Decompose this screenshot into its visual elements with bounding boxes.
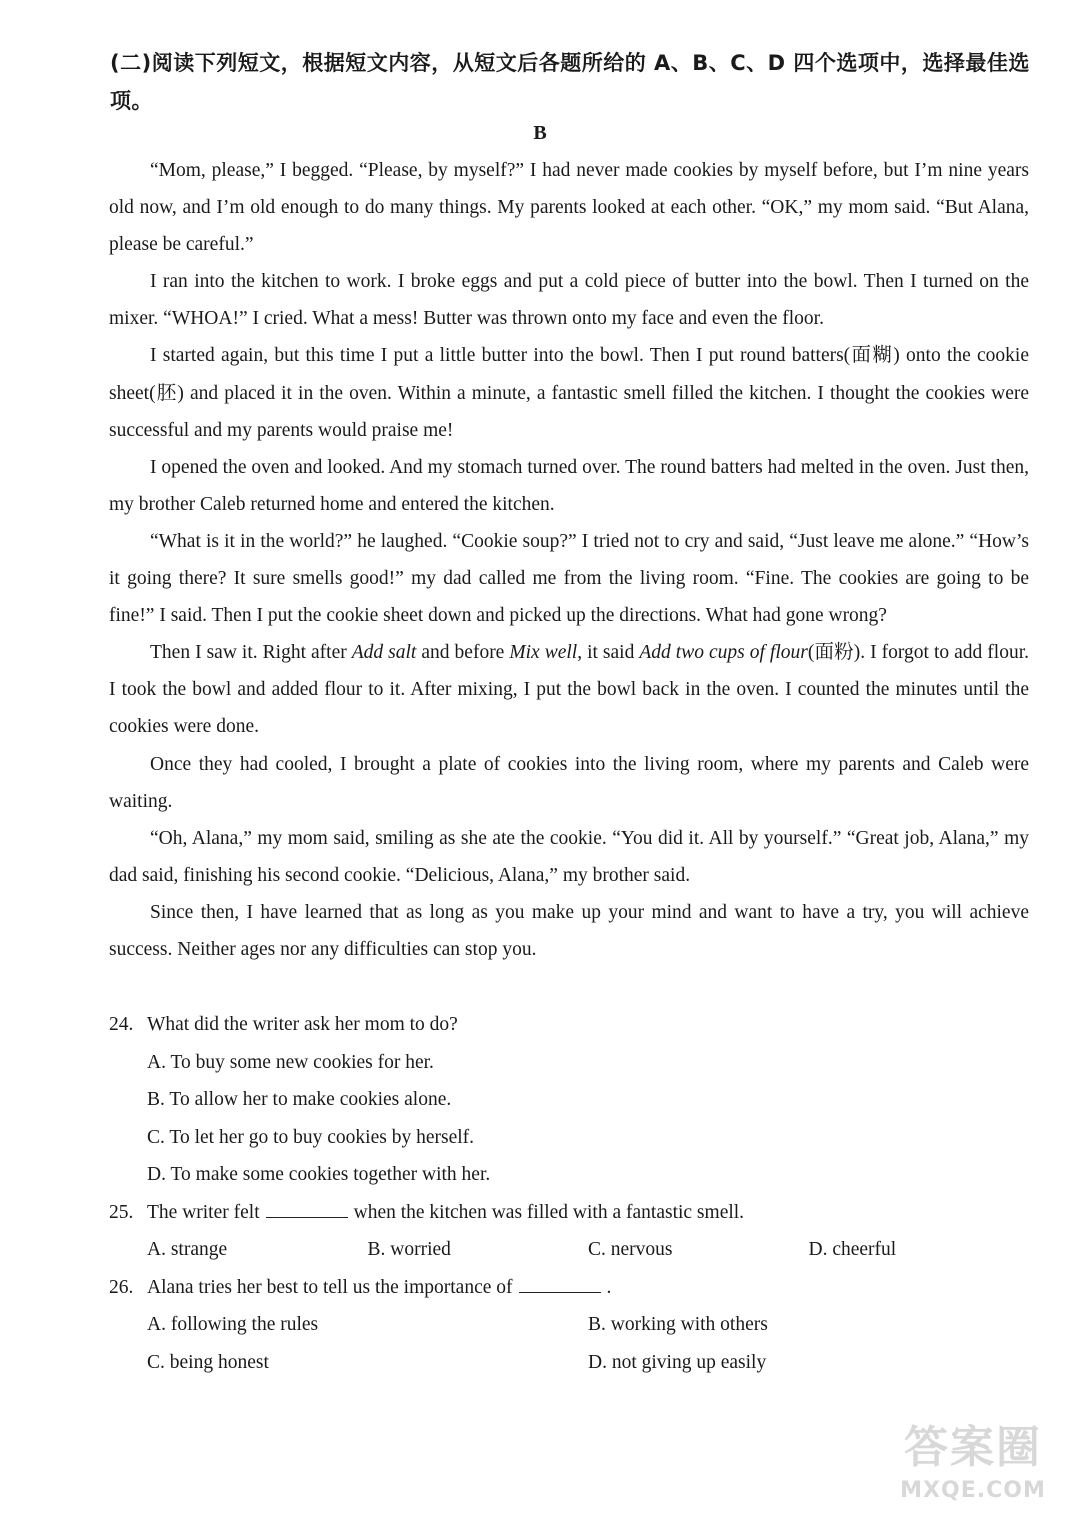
question-number: 26. — [109, 1276, 134, 1298]
option-a: A. To buy some new cookies for her. — [147, 1051, 434, 1073]
question-24 — [109, 1006, 1029, 1044]
paragraph-7: Once they had cooled, I brought a plate of cookies into the living room, where my parents and Caleb were waiting. — [109, 753, 1029, 812]
question-stem: What did the writer ask her mom to do? — [147, 1014, 458, 1035]
option-c: C. To let her go to buy cookies by herself. — [147, 1126, 475, 1148]
option-a: A. strange — [147, 1239, 228, 1260]
question-25 — [109, 1194, 1029, 1232]
watermark-logo: 答案圈 — [904, 1422, 1042, 1473]
question-list — [109, 1006, 1029, 1381]
italic-phrase: Mix well — [509, 642, 578, 664]
option-c: C. nervous — [588, 1239, 673, 1260]
italic-phrase: Add salt — [351, 642, 417, 664]
paragraph-4: I opened the oven and looked. And my stomach turned over. The round batters had melted in the oven. Just then, my brother Caleb returned home and entered the kitchen. — [109, 456, 1029, 515]
section-instructions: (二)阅读下列短文，根据短文内容，从短文后各题所给的 A、B、C、D 四个选项中，选择最佳选项。 — [110, 51, 1030, 113]
option-b: B. working with others — [588, 1314, 768, 1335]
options-row — [109, 1231, 1029, 1269]
question-stem: Alana tries her best to tell us the importance of — [147, 1276, 513, 1298]
passage-label: B — [533, 122, 547, 144]
site-watermark — [888, 1420, 1058, 1520]
answer-blank — [519, 1274, 601, 1293]
option-d: D. To make some cookies together with her. — [147, 1164, 491, 1185]
question-26 — [109, 1269, 1029, 1307]
paragraph-5: “What is it in the world?” he laughed. “Cookie soup?” I tried not to cry and said, “Just leave me alone.” “How’s it going there? It sure smells good!” my dad called me from the living room. “Fine. The cookies are going to be fine!” I said. Then I put the cookie sheet down and picked up the directions. What had gone wrong? — [109, 530, 1029, 627]
paragraph-8: “Oh, Alana,” my mom said, smiling as she ate the cookie. “You did it. All by yourself.” “Great job, Alana,” my dad said, finishing his second cookie. “Delicious, Alana,” my brother said. — [109, 827, 1029, 886]
answer-blank — [266, 1199, 348, 1218]
options-row — [109, 1344, 1029, 1382]
paragraph-9: Since then, I have learned that as long as you make up your mind and want to have a try, you will achieve success. Neither ages nor any difficulties can stop you. — [109, 901, 1029, 960]
options-row — [109, 1306, 1029, 1344]
paragraph-3: I started again, but this time I put a little butter into the bowl. Then I put round batters(面糊) onto the cookie sheet(胚) and placed it in the oven. Within a minute, a fantastic smell filled the kitchen. I thought the cookies were successful and my parents would praise me! — [109, 345, 1029, 441]
option-d: D. cheerful — [808, 1239, 897, 1260]
option-d: D. not giving up easily — [588, 1351, 767, 1373]
option-c: C. being honest — [147, 1351, 269, 1373]
question-number: 25. — [109, 1201, 134, 1223]
watermark-url: MXQE.COM — [900, 1478, 1046, 1503]
italic-phrase: Add two cups of flour — [639, 642, 808, 664]
paragraph-2: I ran into the kitchen to work. I broke eggs and put a cold piece of butter into the bowl. Then I turned on the mixer. “WHOA!” I cried. What a mess! Butter was thrown onto my face and even the floor. — [109, 271, 1029, 330]
question-stem-tail: . — [606, 1276, 612, 1298]
option-b: B. To allow her to make cookies alone. — [147, 1089, 452, 1110]
option-a: A. following the rules — [147, 1314, 319, 1335]
question-stem: The writer felt — [147, 1201, 260, 1223]
question-stem-tail: when the kitchen was filled with a fantastic smell. — [353, 1201, 745, 1223]
paragraph-6: Then I saw it. Right after Add salt and before Mix well, it said Add two cups of flour(面粉). I forgot to add flour. I took the bowl and added flour to it. After mixing, I put the bowl back in the oven. I counted the minutes until the cookies were done. — [109, 642, 1030, 738]
reading-passage — [109, 152, 1029, 968]
question-number: 24. — [109, 1014, 134, 1035]
paragraph-1: “Mom, please,” I begged. “Please, by myself?” I had never made cookies by myself before, but I’m nine years old now, and I’m old enough to do many things. My parents looked at each other. “OK,” my mom said. “But Alana, please be careful.” — [109, 160, 1029, 256]
option-b: B. worried — [367, 1239, 451, 1260]
